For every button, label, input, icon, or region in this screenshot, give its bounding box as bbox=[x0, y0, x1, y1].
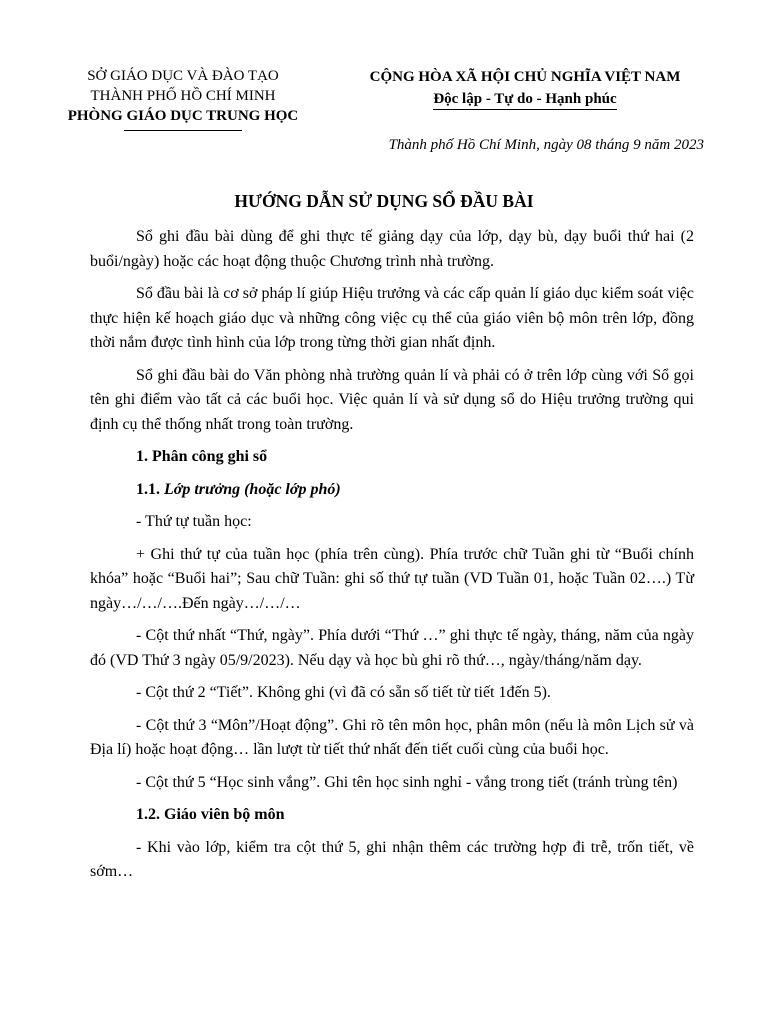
paragraph: Sổ ghi đầu bài dùng để ghi thực tế giảng dạy của lớp, dạy bù, dạy buổi thứ hai (2 buổi/ngày) hoặc các hoạt động thuộc Chương trình nhà trường. bbox=[90, 228, 694, 270]
national-title: CỘNG HÒA XÃ HỘI CHỦ NGHĨA VIỆT NAM bbox=[369, 69, 681, 85]
paragraph: Sổ ghi đầu bài do Văn phòng nhà trường quản lí và phải có ở trên lớp cùng với Sổ gọi tên ghi điểm vào tất cả các buổi học. Việc quản lí và sử dụng sổ do Hiệu trưởng trường qui định cụ thể thống nhất trong toàn trường. bbox=[90, 366, 694, 433]
office-name: PHÒNG GIÁO DỤC TRUNG HỌC bbox=[67, 108, 299, 124]
city-name: THÀNH PHỐ HỒ CHÍ MINH bbox=[90, 88, 276, 104]
section-heading: 1. Phân công ghi sổ bbox=[136, 448, 268, 465]
national-motto: Độc lập - Tự do - Hạnh phúc bbox=[433, 90, 616, 110]
issuing-authority-block bbox=[40, 66, 326, 131]
date-line: Thành phố Hồ Chí Minh, ngày 08 tháng 9 năm 2023 bbox=[388, 137, 704, 153]
list-item: - Khi vào lớp, kiểm tra cột thứ 5, ghi nhận thêm các trường hợp đi trễ, trốn tiết, về sớm… bbox=[90, 838, 694, 880]
list-item: - Cột thứ 2 “Tiết”. Không ghi (vì đã có sẵn số tiết từ tiết 1đến 5). bbox=[136, 684, 551, 701]
document-title: HƯỚNG DẪN SỬ DỤNG SỔ ĐẦU BÀI bbox=[234, 191, 534, 211]
national-header-block bbox=[322, 66, 728, 110]
department-name: SỞ GIÁO DỤC VÀ ĐÀO TẠO bbox=[87, 68, 279, 84]
list-item: - Cột thứ 5 “Học sinh vắng”. Ghi tên học sinh nghỉ - vắng trong tiết (tránh trùng tên) bbox=[136, 773, 678, 791]
list-item: - Cột thứ 3 “Môn”/Hoạt động”. Ghi rõ tên môn học, phân môn (nếu là môn Lịch sử và Địa lí) hoặc hoạt động… lần lượt từ tiết thứ nhất đến tiết cuối cùng của buổi học. bbox=[90, 716, 694, 758]
subsection-heading: 1.2. Giáo viên bộ môn bbox=[136, 806, 285, 823]
subsection-title: Lớp trưởng (hoặc lớp phó) bbox=[164, 480, 341, 498]
list-item: + Ghi thứ tự của tuần học (phía trên cùng). Phía trước chữ Tuần ghi từ “Buổi chính khóa” hoặc “Buổi hai”; Sau chữ Tuần: ghi số thứ tự tuần (VD Tuần 01, hoặc Tuần 02….) Từ ngày…/…/….Đến ngày…/…/… bbox=[90, 545, 694, 612]
authority-underline bbox=[124, 130, 242, 131]
document-body bbox=[90, 225, 694, 893]
list-item: - Thứ tự tuần học: bbox=[136, 513, 252, 530]
subsection-heading bbox=[90, 478, 694, 503]
subsection-number: 1.1. bbox=[136, 480, 160, 498]
paragraph: Sổ đầu bài là cơ sở pháp lí giúp Hiệu trưởng và các cấp quản lí giáo dục kiểm soát việc thực hiện kế hoạch giáo dục và những công việc cụ thể của giáo viên bộ môn trên lớp, đồng thời nắm được tình hình của lớp trong từng thời gian nhất định. bbox=[90, 285, 694, 351]
list-item: - Cột thứ nhất “Thứ, ngày”. Phía dưới “Thứ …” ghi thực tế ngày, tháng, năm của ngày đó (VD Thứ 3 ngày 05/9/2023). Nếu dạy và học bù ghi rõ thứ…, ngày/tháng/năm dạy. bbox=[90, 627, 694, 669]
